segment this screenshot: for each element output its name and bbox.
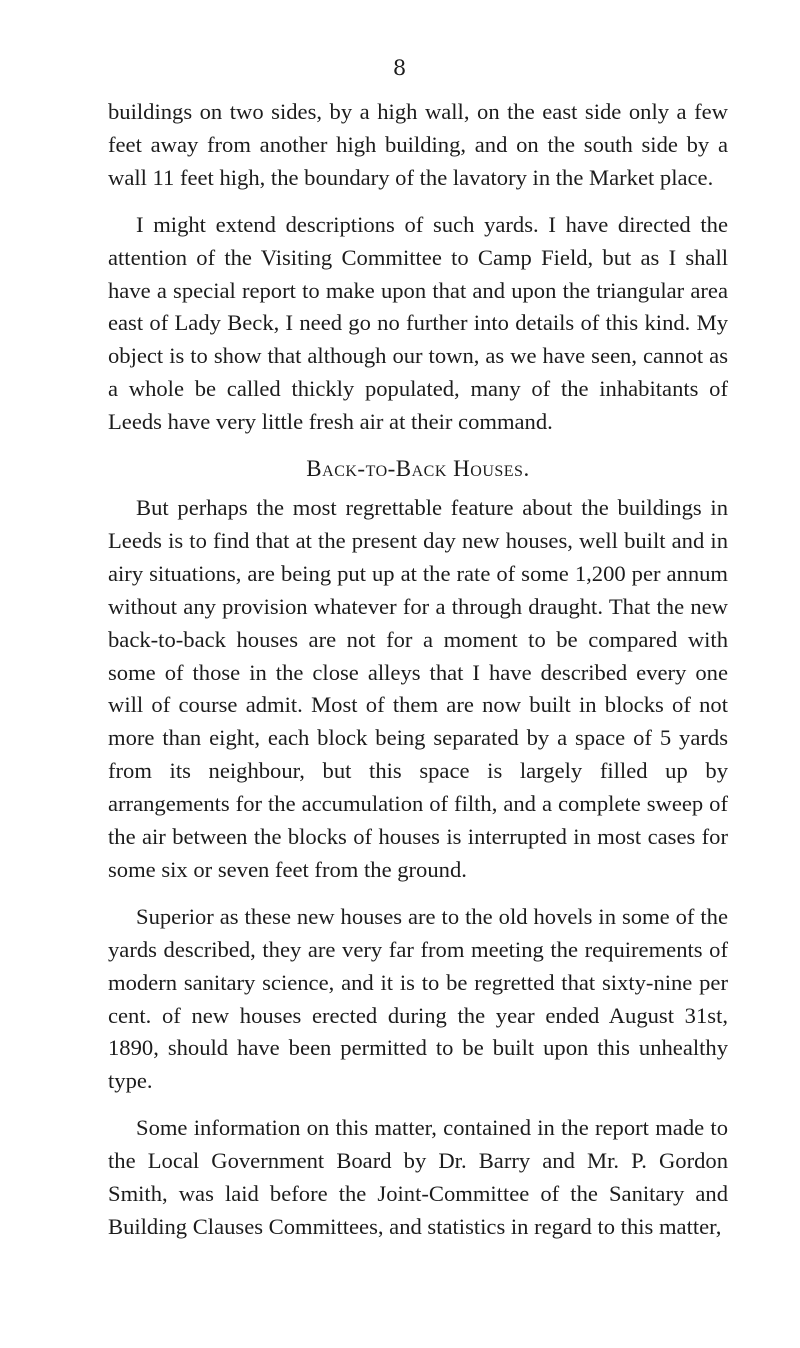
section-heading: Back-to-Back Houses. [306, 456, 530, 482]
paragraph-sanitary-science: Superior as these new houses are to the old hovels in some of the yards described, they are very far from meeting the requirements of modern sanitary science, and it is to be regretted that sixty-nine per cent. of new houses erected during the year ended August 31st, 1890, should have been permitted to be built upon this unhealthy type. [108, 903, 728, 1094]
paragraph-information: Some information on this matter, contained in the report made to the Local Government Board by Dr. Barry and Mr. P. Gordon Smith, was laid before the Joint-Committee of the Sanitary and Building Clauses Committees, and statistics in regard to this matter, [108, 1115, 728, 1239]
paragraph-continuation: buildings on two sides, by a high wall, on the east side only a few feet away from another high building, and on the south side by a wall 11 feet high, the boundary of the lavatory in the Market place. [108, 99, 728, 190]
page-number: 8 [392, 56, 408, 80]
body-text [108, 96, 728, 1258]
paragraph-yards-description: I might extend descriptions of such yards. I have directed the attention of the Visiting Committee to Camp Field, but as I shall have a special report to make upon that and upon the triangular area east of Lady Beck, I need go no further into details of this kind. My object is to show that although our town, as we have seen, cannot as a whole be called thickly populated, many of the inhabitants of Leeds have very little fresh air at their command. [108, 211, 728, 435]
paragraph-new-houses: But perhaps the most regrettable feature about the buildings in Leeds is to find that at the present day new houses, well built and in airy situations, are being put up at the rate of some 1,200 per annum without any provision whatever for a through draught. That the new back-to-back houses are not for a moment to be compared with some of those in the close alleys that I have described every one will of course admit. Most of them are now built in blocks of not more than eight, each block being separated by a space of 5 yards from its neighbour, but this space is largely filled up by arrangements for the accumulation of filth, and a complete sweep of the air between the blocks of houses is interrupted in most cases for some six or seven feet from the ground. [108, 494, 728, 882]
